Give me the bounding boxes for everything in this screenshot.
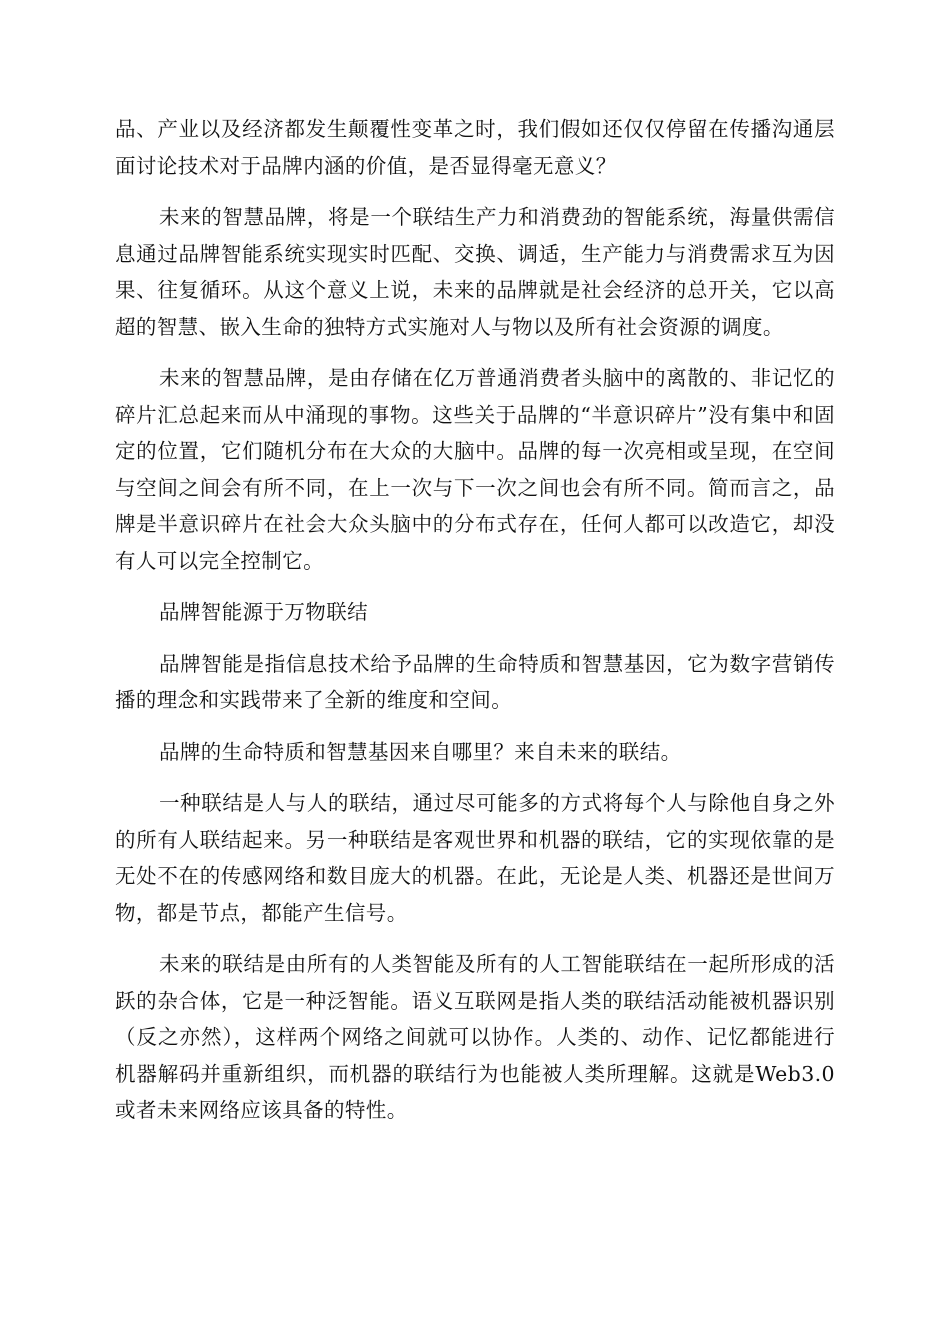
document-body — [115, 111, 835, 1144]
paragraph-8: 未来的联结是由所有的人类智能及所有的人工智能联结在一起所形成的活跃的杂合体，它是一种泛智能。语义互联网是指人类的联结活动能被机器识别（反之亦然），这样两个网络之间就可以协作。人类的、动作、记忆都能进行机器解码并重新组织，而机器的联结行为也能被人类所理解。这就是Web3.0或者未来网络应该具备的特性。 — [115, 952, 835, 1122]
paragraph-5: 品牌智能是指信息技术给予品牌的生命特质和智慧基因，它为数字营销传播的理念和实践带来了全新的维度和空间。 — [115, 651, 835, 712]
section-heading: 品牌智能源于万物联结 — [159, 600, 368, 624]
paragraph-7: 一种联结是人与人的联结，通过尽可能多的方式将每个人与除他自身之外的所有人联结起来。另一种联结是客观世界和机器的联结，它的实现依靠的是无处不在的传感网络和数目庞大的机器。在此，无论是人类、机器还是世间万物，都是节点，都能产生信号。 — [115, 791, 835, 925]
paragraph-6: 品牌的生命特质和智慧基因来自哪里？来自未来的联结。 — [159, 739, 682, 764]
paragraph-3: 未来的智慧品牌，是由存储在亿万普通消费者头脑中的离散的、非记忆的碎片汇总起来而从中涌现的事物。这些关于品牌的“半意识碎片”没有集中和固定的位置，它们随机分布在大众的大脑中。品牌的每一次亮相或呈现，在空间与空间之间会有所不同，在上一次与下一次之间也会有所不同。简而言之，品牌是半意识碎片在社会大众头脑中的分布式存在，任何人都可以改造它，却没有人可以完全控制它。 — [115, 366, 835, 573]
paragraph-1: 品、产业以及经济都发生颠覆性变革之时，我们假如还仅仅停留在传播沟通层面讨论技术对于品牌内涵的价值，是否显得毫无意义？ — [115, 117, 835, 178]
paragraph-2: 未来的智慧品牌，将是一个联结生产力和消费劲的智能系统，海量供需信息通过品牌智能系统实现实时匹配、交换、调适，生产能力与消费需求互为因果、往复循环。从这个意义上说，未来的品牌就是社会经济的总开关，它以高超的智慧、嵌入生命的独特方式实施对人与物以及所有社会资源的调度。 — [115, 205, 835, 339]
